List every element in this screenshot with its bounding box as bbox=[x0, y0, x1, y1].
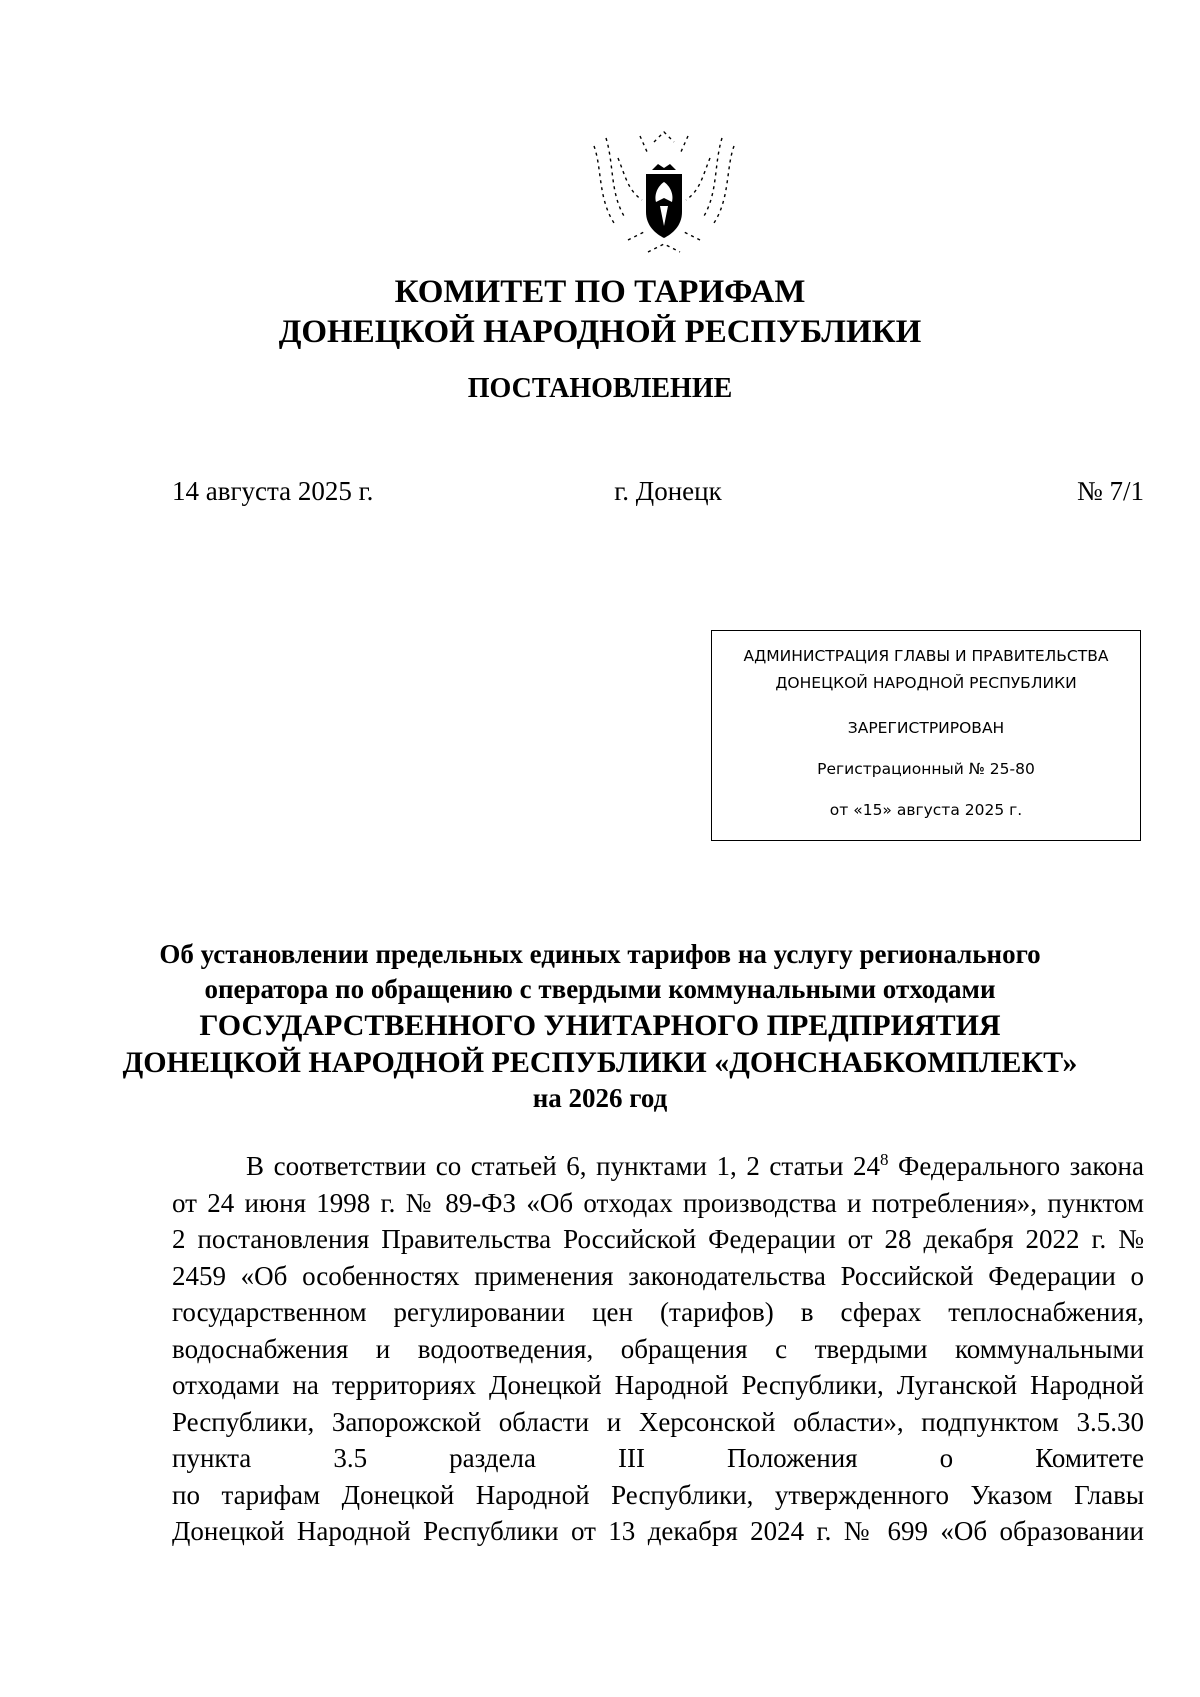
document-title bbox=[0, 937, 1200, 1116]
title-line-2: оператора по обращению с твердыми коммунальными отходами bbox=[204, 974, 996, 1004]
body-line-2: от 24 июня 1998 г. № 89-ФЗ «Об отходах производства и потребления», пунктом bbox=[172, 1187, 1144, 1218]
dpr-coat-of-arms-icon bbox=[584, 128, 744, 258]
body-line-4: 2459 «Об особенностях применения законодательства Российской Федерации о bbox=[172, 1260, 1144, 1291]
body-line-9-word: III bbox=[618, 1443, 645, 1473]
registration-org-line-2: ДОНЕЦКОЙ НАРОДНОЙ РЕСПУБЛИКИ bbox=[775, 674, 1077, 692]
body-line-3: 2 постановления Правительства Российской Федерации от 28 декабря 2022 г. № bbox=[172, 1224, 1144, 1254]
committee-name bbox=[0, 272, 1200, 352]
registration-stamp bbox=[711, 630, 1141, 841]
document-date: 14 августа 2025 г. bbox=[172, 476, 374, 506]
committee-line-1: КОМИТЕТ ПО ТАРИФАМ bbox=[394, 274, 806, 310]
registration-number: Регистрационный № 25-80 bbox=[817, 760, 1035, 778]
body-line-11: Донецкой Народной Республики от 13 декабря 2024 г. № 699 «Об образовании bbox=[172, 1516, 1144, 1546]
body-line-9 bbox=[172, 1440, 1144, 1477]
body-line-9-word: Положения bbox=[727, 1443, 858, 1473]
body-line-8: Республики, Запорожской области и Херсонской области», подпунктом 3.5.30 bbox=[172, 1406, 1144, 1437]
body-line-10: по тарифам Донецкой Народной Республики, утвержденного Указом Главы bbox=[172, 1479, 1144, 1510]
title-line-4: ДОНЕЦКОЙ НАРОДНОЙ РЕСПУБЛИКИ «ДОНСНАБКОМПЛЕКТ» bbox=[122, 1046, 1078, 1079]
committee-line-2: ДОНЕЦКОЙ НАРОДНОЙ РЕСПУБЛИКИ bbox=[278, 314, 922, 350]
registration-date: от «15» августа 2025 г. bbox=[829, 801, 1023, 819]
registration-org-line-1: АДМИНИСТРАЦИЯ ГЛАВЫ И ПРАВИТЕЛЬСТВА bbox=[743, 647, 1109, 665]
body-line-9-word: Комитете bbox=[1035, 1443, 1144, 1473]
body-line-9-word: о bbox=[939, 1443, 954, 1473]
document-number: № 7/1 bbox=[1076, 476, 1144, 506]
body-line-6: водоснабжения и водоотведения, обращения с твердыми коммунальными bbox=[172, 1333, 1144, 1364]
body-line-9-word: раздела bbox=[449, 1443, 536, 1473]
registration-status: ЗАРЕГИСТРИРОВАН bbox=[847, 719, 1005, 737]
document-city: г. Донецк bbox=[614, 476, 722, 506]
body-line-5: государственном регулировании цен (тарифов) в сферах теплоснабжения, bbox=[172, 1297, 1144, 1327]
body-line-1 bbox=[172, 1148, 1144, 1185]
body-line-9-word: 3.5 bbox=[333, 1443, 368, 1473]
title-line-5: на 2026 год bbox=[532, 1083, 668, 1113]
title-line-1: Об установлении предельных единых тарифов на услугу регионального bbox=[159, 939, 1041, 969]
document-type: ПОСТАНОВЛЕНИЕ bbox=[467, 373, 733, 404]
body-line-9-word: пункта bbox=[172, 1443, 252, 1473]
title-line-3: ГОСУДАРСТВЕННОГО УНИТАРНОГО ПРЕДПРИЯТИЯ bbox=[199, 1009, 1001, 1042]
body-line-7: отходами на территориях Донецкой Народной Республики, Луганской Народной bbox=[172, 1370, 1144, 1400]
body-line-1-post: Федерального закона bbox=[888, 1151, 1144, 1181]
registration-org bbox=[712, 643, 1140, 697]
body-text bbox=[172, 1148, 1144, 1550]
article-superscript: 8 bbox=[879, 1150, 889, 1169]
body-line-1-pre: В соответствии со статьей 6, пунктами 1, 2 статьи 24 bbox=[246, 1151, 880, 1181]
